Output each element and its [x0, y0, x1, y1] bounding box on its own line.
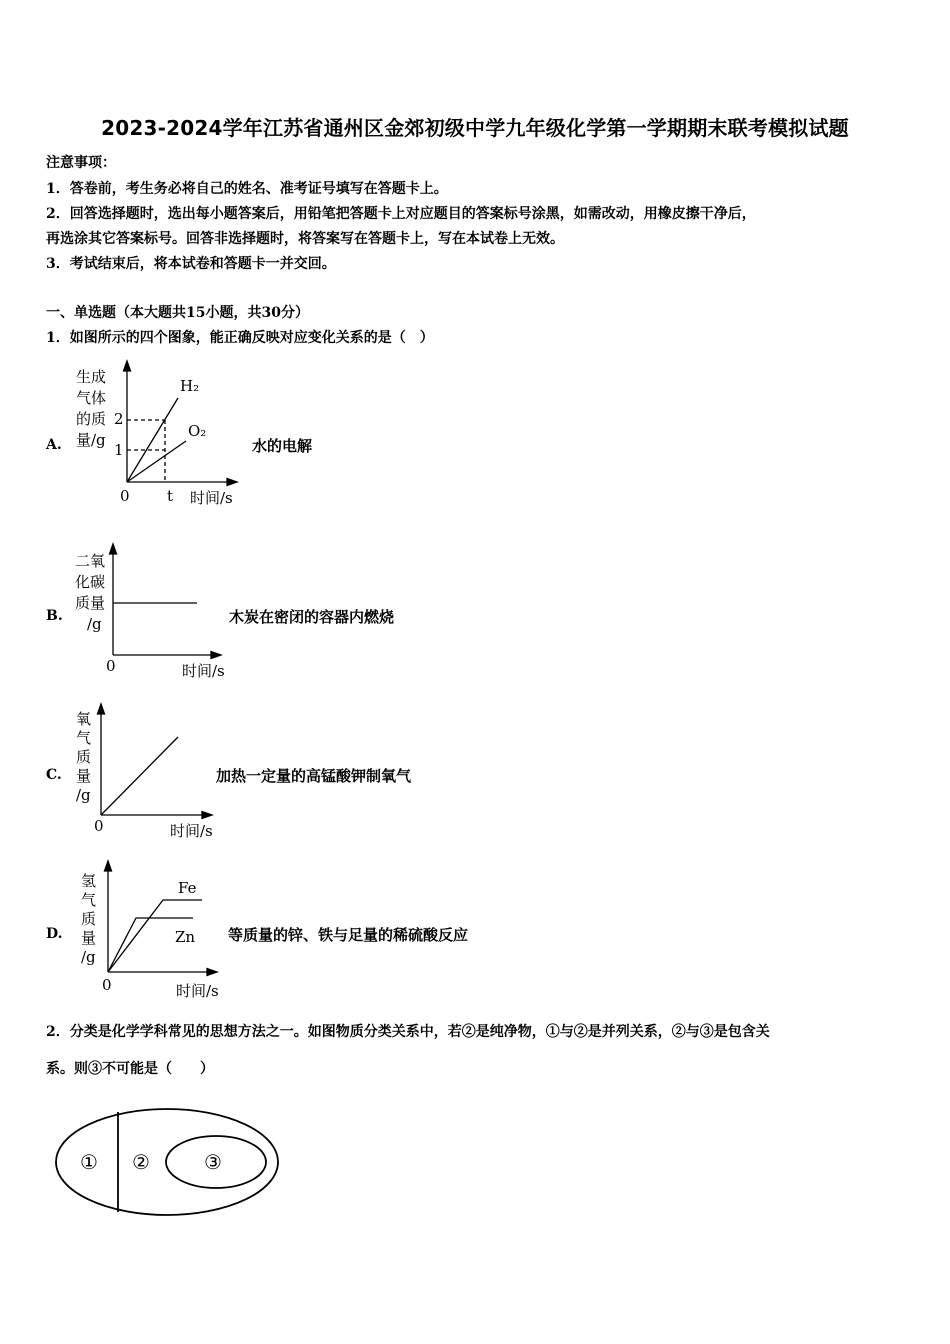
o2-line: [127, 441, 186, 482]
note-item: 3．考试结束后，将本试卷和答题卡一并交回。: [46, 256, 336, 272]
graph-d-fe-label: Fe: [178, 879, 197, 897]
note-item: 1．答卷前，考生务必将自己的姓名、准考证号填写在答题卡上。: [46, 181, 448, 197]
section-heading: 一、单选题（本大题共15小题，共30分）: [46, 305, 309, 321]
graph-b: [110, 544, 222, 659]
graph-d: [105, 861, 218, 976]
graph-c-origin: 0: [94, 817, 104, 835]
option-b-ylabel: 二氧 化碳 质量 /g: [75, 552, 106, 633]
graph-a-o2-label: O₂: [188, 422, 207, 440]
option-c-ylabel: 氧 气 质 量 /g: [76, 710, 92, 804]
graph-d-zn-label: Zn: [175, 928, 196, 946]
graph-a-h2-label: H₂: [180, 377, 200, 395]
option-a-ylabel: 生成 气体 的质 量/g: [76, 368, 107, 449]
graph-b-origin: 0: [106, 657, 116, 675]
option-b-letter: B.: [46, 608, 63, 624]
option-d-letter: D.: [46, 926, 63, 942]
h2-line: [127, 398, 178, 482]
option-b-desc: 木炭在密闭的容器内燃烧: [229, 608, 395, 626]
note-item: 再选涂其它答案标号。回答非选择题时，将答案写在答题卡上，写在本试卷上无效。: [46, 231, 564, 247]
notes-heading: 注意事项：: [46, 155, 116, 171]
option-c-desc: 加热一定量的高锰酸钾制氧气: [216, 767, 412, 785]
circle-1-label: ①: [80, 1150, 98, 1174]
graph-c-xlabel: 时间/s: [170, 822, 213, 840]
graph-c: [98, 704, 213, 819]
question-2-line1: 2．分类是化学学科常见的思想方法之一。如图物质分类关系中，若②是纯净物，①与②是并列关系，②与③是包含关: [46, 1024, 770, 1040]
graph-a-y1-tick: 1: [114, 441, 124, 459]
option-a-letter: A.: [46, 437, 62, 453]
question-1-stem: 1．如图所示的四个图象，能正确反映对应变化关系的是（ ）: [46, 330, 434, 346]
option-d-ylabel: 氢 气 质 量 /g: [81, 872, 97, 966]
graph-b-xlabel: 时间/s: [182, 662, 225, 680]
circle-3-label: ③: [204, 1150, 222, 1174]
graph-a-origin: 0: [120, 487, 130, 505]
graph-d-xlabel: 时间/s: [176, 982, 219, 1000]
graph-a-y2-tick: 2: [114, 410, 124, 428]
option-a-desc: 水的电解: [252, 437, 313, 455]
graph-d-origin: 0: [102, 976, 112, 994]
note-item: 2．回答选择题时，选出每小题答案后，用铅笔把答题卡上对应题目的答案标号涂黑，如需改动，用橡皮擦干净后，: [46, 206, 756, 222]
option-c-letter: C.: [46, 767, 62, 783]
circle-2-label: ②: [132, 1150, 150, 1174]
option-d-desc: 等质量的锌、铁与足量的稀硫酸反应: [228, 926, 469, 944]
graph-a-t-tick: t: [167, 487, 174, 505]
graph-a-xlabel: 时间/s: [190, 489, 233, 507]
page-title: 2023-2024学年江苏省通州区金郊初级中学九年级化学第一学期期末联考模拟试题: [101, 116, 849, 140]
o2-mass-line: [101, 737, 178, 815]
question-2-line2: 系。则③不可能是（ ）: [46, 1061, 214, 1077]
